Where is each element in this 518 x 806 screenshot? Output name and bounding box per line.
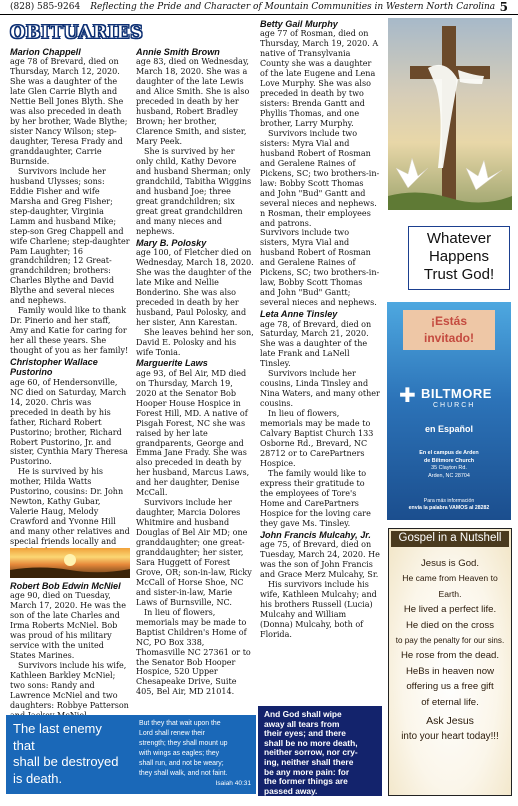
biltmore-invite-banner: [403, 310, 495, 350]
verse-line: shall run, and not be weary;: [139, 760, 224, 767]
info-line: envía la palabra VAMOS al 28282: [408, 505, 490, 511]
obituary-text: age 78 of Brevard, died on Thursday, March 12, 2020. She was a daughter of the late Glen Carrie Blyth and Nettie Bell Jones Blyth. She was also preceded in death by her brother, Wade Blythe; sister Nancy Wilson; step-daughter, Teresa Frady and granddaughter, Carrie Burnside.: [10, 57, 128, 166]
gospel-title-bar: [391, 531, 509, 547]
gospel-line: He rose from the dead.: [400, 650, 500, 662]
gospel-title: Gospel in a Nutshell: [398, 532, 502, 544]
verse-line: neither sorrow, nor cry-: [264, 747, 358, 758]
obituary-name: Robert Bob Edwin McNiel: [10, 581, 121, 591]
obituary-text: She leaves behind her son, David E. Polosky and his wife Tonia.: [136, 327, 254, 357]
address-line: En el campus de Arden: [419, 450, 479, 456]
gospel-line: offering us a free gift: [406, 681, 494, 693]
cross-graphic: [388, 18, 512, 210]
address-line: de Biltmore Church: [423, 457, 475, 464]
obituary-robert-mcniel: [10, 581, 130, 721]
verse-box-corinthians: [6, 715, 134, 805]
obituary-annie-brown: [136, 47, 254, 237]
obituary-leta-tinsley: [260, 309, 380, 528]
obituary-text: age 100, of Fletcher died on Wednesday, March 18, 2020. She was the daughter of the late Mike and Nellie Bonderino. She was also preceded in death by her husband, Paul Polosky, and her sister, Ann Karestan.: [136, 247, 254, 327]
obituary-name: Mary B. Polosky: [136, 237, 207, 248]
verse-line: their eyes; and there: [264, 728, 346, 739]
ad-gospel-nutshell: [388, 528, 512, 796]
column-1-bottom: [10, 580, 130, 712]
obituary-text: age 77 of Rosman, died on Thursday, March 19, 2020. A native of Transylvania County she was a daughter of the late Eugene and Lena Love Murphy. She was also preceded in death by two sisters: Brenda Gantt and Phyllis Thomas, and one brother, Larry Murphy.: [260, 29, 379, 128]
gospel-line: HeBs in heaven now: [406, 665, 494, 677]
verse-reference: Isaiah 40:31: [215, 780, 251, 787]
obituary-text: Family would like to thank Dr. Pinerio and her staff, Amy and Katie for caring for her all these years. She thought of you as her family!: [10, 306, 129, 356]
verse-line: And God shall wipe: [264, 709, 342, 719]
obituary-text: He is survived by his mother, Hilda Watts Pustorino, cousins: Dr. John Newton, Kathy Gubar, Valerie Haug, Melody Crawford and Yvonne Hill and many other relatives and special friends locally and: [10, 467, 130, 547]
gospel-line: to pay the penalty for our sins.: [395, 636, 505, 646]
gospel-line: He died on the cross: [406, 619, 494, 631]
page-header: [0, 0, 518, 15]
ad-line: Trust God!: [423, 266, 495, 283]
ad-line: Whatever: [426, 230, 492, 247]
obituary-name: Annie Smith Brown: [136, 47, 220, 57]
obituary-text: In lieu of flowers, memorials may be made to Calvary Baptist Church 133 Osborne Rd., Brevard, NC 28712 or to CarePartners Hospice.: [260, 409, 374, 468]
obituary-name: Marguerite Laws: [136, 358, 208, 369]
obituary-text: age 90, died on Tuesday, March 17, 2020. He was the son of the late Charles and Irma Roberts McNiel. Bob was proud of his military service with the united States Marines.: [10, 591, 126, 661]
obituary-text: Survivors include his wife, Kathleen Barkley McNiel; two sons: Randy and Lawrence McNiel and two daughters: Robbye Patterson: [10, 661, 129, 710]
obituary-name: Christopher Wallace Pustorino: [10, 357, 98, 378]
obituary-text: age 78, of Brevard, died on Saturday, March 21, 2020. She was a daughter of the late Frank and LaNell Tinsley.: [260, 319, 372, 369]
brand-name: BILTMORE: [421, 386, 492, 401]
invite-line: ¡Estás: [430, 314, 468, 328]
header-tagline: Reflecting the Pride and Character of Mountain Communities in Western North Carolina: [90, 2, 496, 12]
obituary-text: Survivors include her husband Ulysses; sons: Eddie Fisher and wife Marsha and Greg Fisher; step-daughter, Virginia Lamm and husband Mike; step-son Greg Chappell and wife Charlene; step-daughter Pam Laughter; 16 grandchildren; 12 Great-grandchildren; brothers: Charles Blythe and David Blythe and several nieces and nephews.: [10, 166, 130, 306]
biltmore-info: [387, 498, 511, 512]
verse-line: The last enemy that: [13, 721, 102, 753]
verse-reference: Revelation 21:4 KJV: [301, 797, 376, 806]
column-2: [136, 46, 254, 716]
obituary-text: In lieu of flowers, memorials may be made to Baptist Children's Home of NC, PO Box 338, Thomasville NC 27361 or to the Senator Bob Hooper Hospice, 520 Upper Chesapeake Drive, Suite 405, Bel Air, MD 21014.: [136, 607, 251, 697]
address-line: Arden, NC 28704: [428, 472, 470, 479]
verse-box-isaiah: [134, 715, 256, 794]
obituary-text: age 75, of Brevard, died on Tuesday, March 24, 2020. He was the son of John Francis and Grace Merz Mulcahy, Sr.: [260, 539, 380, 579]
obituary-text: Survivors include two sisters: Myra Vial and husband Robert of Rosman and Geralene Raines of Pickens, SC; two brothers-in-law: Bobby Scott Thomas and John "Bud" Gantt and several nieces and nephews.: [260, 128, 380, 208]
cross-icon: ✚: [399, 385, 416, 407]
biltmore-address: [387, 450, 511, 480]
obituary-text: Survivors include two sisters, Myra Vial and husband Robert of Rosman and Geralene Raines of Pickens, SC; two brothers-in-law, Bobby Scott Thomas and John "Bud" Gantt; several nieces and nephews.: [260, 228, 380, 308]
spanish-label: en Español: [424, 424, 473, 434]
verse-reference: 1 Corinthians 15:25: [35, 793, 127, 805]
gospel-line: into your heart today!!!: [401, 731, 499, 743]
sunset-lake-photo: [10, 548, 130, 578]
obituary-text: Survivors include her cousins, Linda Tinsley and Nina Waters, and many other cousins.: [260, 369, 380, 409]
obituary-marguerite-laws: [136, 358, 254, 697]
ad-line: Happens: [428, 248, 490, 265]
verse-line: strength; they shall mount up: [139, 740, 228, 747]
info-line: Para más información: [423, 498, 475, 504]
obituary-text: age 83, died on Wednesday, March 18, 2020. She was a daughter of the late Lewis and Alice Smith. She is also preceded in death by her husband, Robert Bradley Brown; her brother, Clarence Smith, and sister, Mary Peek.: [136, 57, 250, 147]
obituary-name: Betty Gail Murphy: [260, 19, 338, 29]
ad-biltmore-church: [387, 302, 511, 520]
obituary-text: She is survived by her only child, Kathy Devore and husband Sherman; only grandchild, Tabitha Wiggins and husband Joe; three great grandchildren; six great great grandchildren and many nieces and nephews.: [136, 146, 252, 236]
cross-lilies-photo: [388, 18, 512, 210]
verse-line: the former things are: [264, 776, 348, 787]
gospel-line: Jesus is God.: [420, 558, 480, 569]
verse-line: shall be destroyed: [13, 754, 119, 769]
verse-line: passed away.: [264, 785, 318, 796]
verse-box-revelation: [258, 706, 382, 806]
obituary-text: n Rosman, their employees and patrons.: [260, 208, 371, 228]
column-3: [260, 18, 380, 708]
invite-line: invitado!: [424, 331, 474, 345]
gospel-line: He lived a perfect life.: [403, 604, 497, 616]
obituary-marion-chappell: [10, 47, 130, 356]
verse-line: ing, neither shall there: [264, 756, 354, 767]
obituary-john-mulcahy: [260, 530, 380, 640]
verse-line: But they that wait upon the: [139, 720, 221, 727]
brand-subname: CHURCH: [433, 402, 476, 409]
obituary-text: His survivors include his wife, Kathleen Mulcahy; and his brothers Russell (Lucia) Mulcahy and William (Donna) Mulcahy, both of Florida.: [260, 579, 377, 639]
obituary-text: age 93, of Bel Air, MD died on Thursday, March 19, 2020 at the Senator Bob Hooper House Hospice in Forest Hill, MD. A native of Pisgah Forest, NC she was raised by her late grandparents, George and Emma Jane Frady. She was also preceded in death by her husband, Marcus Laws, and her daughter, Denise McCall.: [136, 368, 250, 498]
obituary-mary-polosky: [136, 238, 254, 358]
ad-whatever-happens: [408, 226, 510, 290]
obituary-text: Survivors include her daughter, Marcia Dolores Whitmire and husband Douglas of Bel Air MD; one granddaughter; one great-granddaughter; her sister, Sara Huggett of Forest Grove, OR; son-in-law, Ricky McCall of Horse Shoe, NC and sister-in-law, Marie Laws of Burnsville, NC.: [136, 498, 252, 607]
obituary-name: Marion Chappell: [10, 47, 81, 57]
address-line: 35 Clayton Rd.: [431, 465, 467, 471]
verse-line: with wings as eagles; they: [139, 750, 220, 757]
obituaries-heading: OBITUARIES: [10, 23, 144, 43]
verse-line: be any more pain: for: [264, 766, 350, 777]
obituary-christopher-pustorino: [10, 357, 130, 557]
obituary-text: The family would like to express their gratitude to the employees of Tore's Home and CarePartners Hospice for the loving care they gave Ms. Tinsley.: [260, 468, 371, 528]
obituary-betty-murphy: [260, 19, 380, 308]
verse-line: Lord shall renew their: [139, 730, 205, 737]
verse-line: shall be no more death,: [264, 737, 358, 748]
obituary-name: Leta Anne Tinsley: [260, 309, 338, 320]
biltmore-logo: [399, 384, 509, 424]
gospel-line: He came from Heaven to Earth.: [402, 573, 498, 599]
obituary-name: John Francis Mulcahy, Jr.: [260, 529, 371, 540]
verse-line: away all tears from: [264, 718, 340, 729]
verse-line: they shall walk, and not faint.: [139, 770, 228, 777]
obituary-text: age 60, of Hendersonville, NC died on Saturday, March 14, 2020. Chris was preceded in death by his father, Richard Robert Pustorino; brother, Richard Robert Pustorino, Jr. and sister, Cynthia Mary Theresa Pustorino.: [10, 377, 128, 467]
verse-line: is death.: [13, 770, 63, 786]
gospel-line: Ask Jesus: [426, 715, 474, 728]
sunset-graphic: [10, 548, 130, 578]
gospel-line: of eternal life.: [421, 696, 479, 708]
header-phone: (828) 585-9264: [10, 2, 81, 12]
column-1: [10, 46, 130, 581]
page-number: 5: [499, 0, 508, 14]
